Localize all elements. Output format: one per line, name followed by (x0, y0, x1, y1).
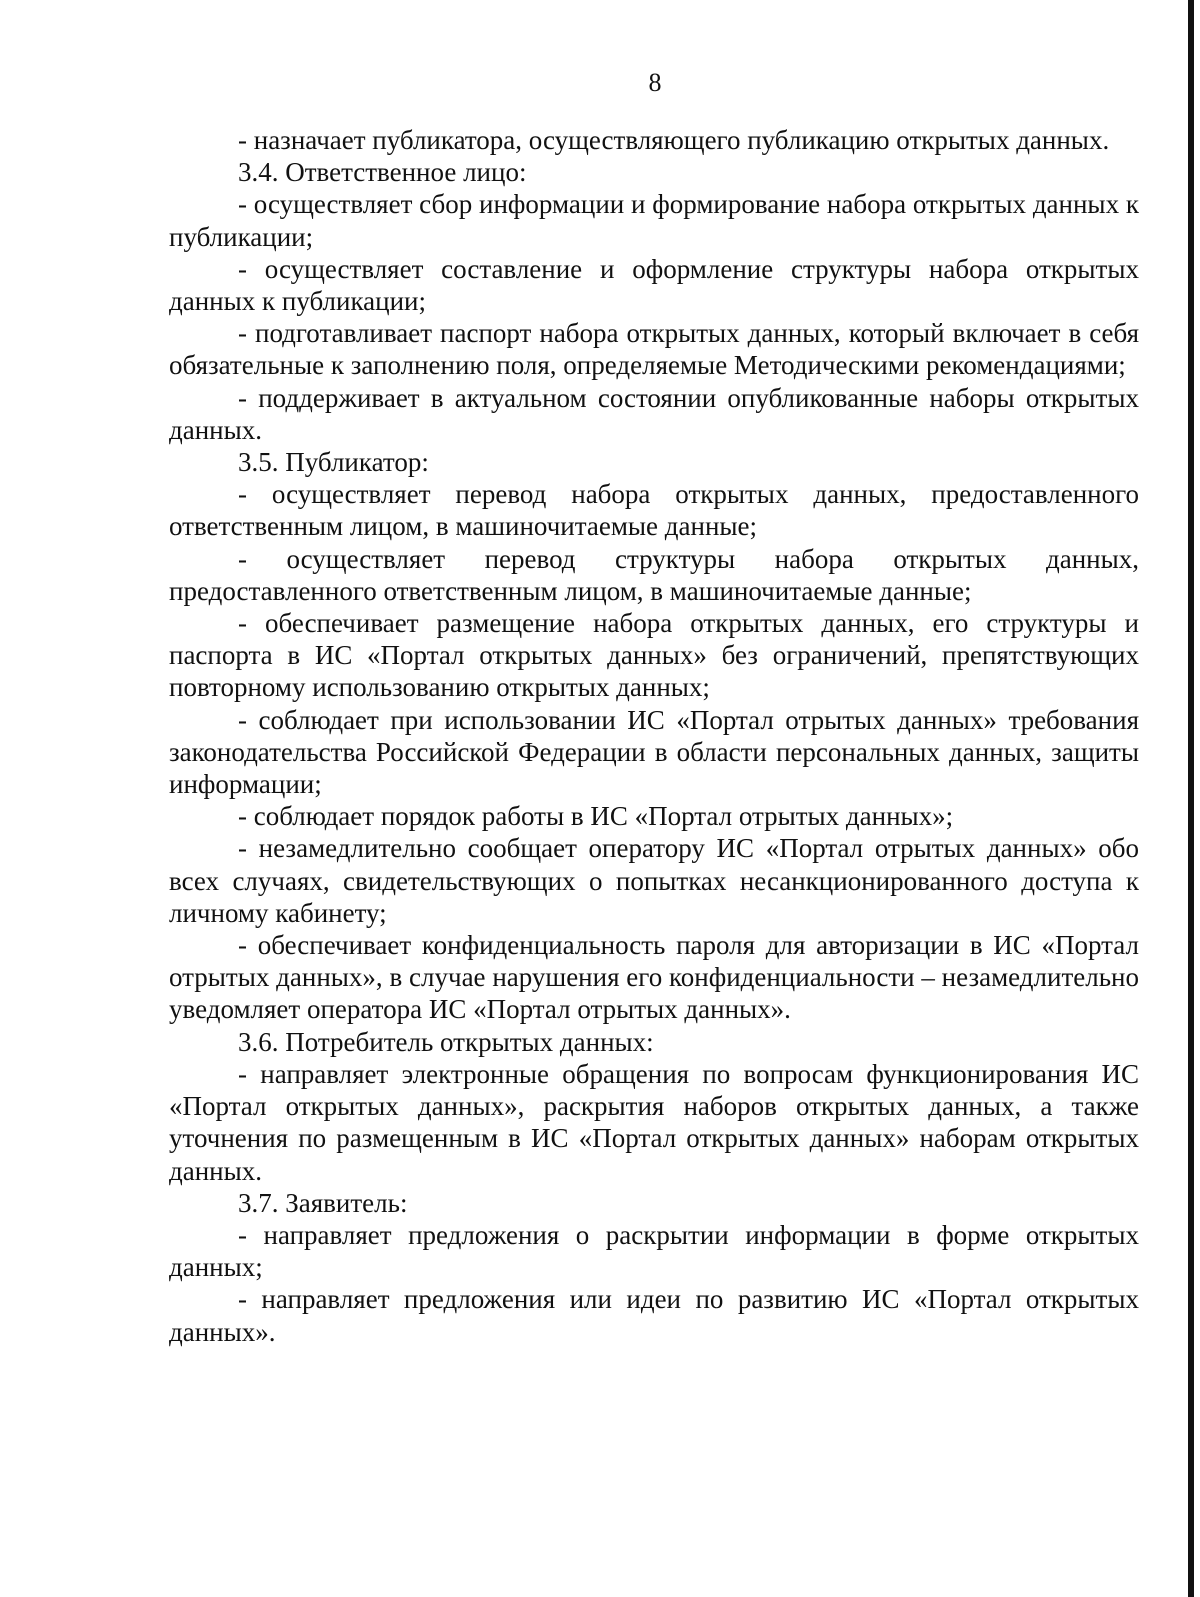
paragraph-legislation: - соблюдает при использовании ИС «Портал отрытых данных» требования законодательства Российской Федерации в области персональных данных, защиты информации; (169, 704, 1139, 800)
paragraph-password: - обеспечивает конфиденциальность пароля для авторизации в ИС «Портал отрытых данных», в случае нарушения его конфиденциальности – незамедлительно уведомляет оператора ИС «Портал отрытых данных». (169, 930, 1139, 1025)
paragraph-work-order: - соблюдает порядок работы в ИС «Портал отрытых данных»; (238, 801, 954, 832)
paragraph-report-access: - незамедлительно сообщает оператору ИС «Портал отрытых данных» обо всех случаях, свидетельствующих о попытках несанкционированного доступа к личному кабинету; (169, 833, 1139, 928)
document-body (169, 124, 1139, 1348)
scan-edge-border (1188, 0, 1194, 1597)
paragraph-translate-set: - осуществляет перевод набора открытых данных, предоставленного ответственным лицом, в машиночитаемые данные; (169, 479, 1139, 542)
paragraph-translate-structure: - осуществляет перевод структуры набора открытых данных, предоставленного ответственным лицом, в машиночитаемые данные; (169, 543, 1139, 606)
page-number: 8 (648, 68, 662, 97)
paragraph-appeals: - направляет электронные обращения по вопросам функционирования ИС «Портал открытых данных», раскрытия наборов открытых данных, а также уточнения по размещенным в ИС «Портал открытых данных» наборам открытых данных. (169, 1058, 1139, 1186)
paragraph-passport: - подготавливает паспорт набора открытых данных, который включает в себя обязательные к заполнению поля, определяемые Методическими рекомендациями; (169, 318, 1139, 381)
paragraph-structure: - осуществляет составление и оформление структуры набора открытых данных к публикации; (169, 253, 1139, 317)
paragraph-proposals: - направляет предложения о раскрытии информации в форме открытых данных; (169, 1219, 1139, 1283)
section-3-5-heading: 3.5. Публикатор: (238, 447, 429, 478)
paragraph-ideas: - направляет предложения или идеи по развитию ИС «Портал открытых данных». (169, 1284, 1139, 1347)
section-3-4-heading: 3.4. Ответственное лицо: (238, 157, 527, 188)
section-3-7-heading: 3.7. Заявитель: (238, 1187, 408, 1218)
paragraph-placement: - обеспечивает размещение набора открытых данных, его структуры и паспорта в ИС «Портал открытых данных» без ограничений, препятствующих повторному использованию открытых данных; (169, 608, 1139, 703)
paragraph-collect-info: - осуществляет сбор информации и формирование набора открытых данных к публикации; (169, 189, 1139, 252)
paragraph-publisher-assign: - назначает публикатора, осуществляющего публикацию открытых данных. (238, 125, 1110, 155)
section-3-6-heading: 3.6. Потребитель открытых данных: (238, 1026, 654, 1057)
paragraph-maintain: - поддерживает в актуальном состоянии опубликованные наборы открытых данных. (169, 382, 1139, 445)
